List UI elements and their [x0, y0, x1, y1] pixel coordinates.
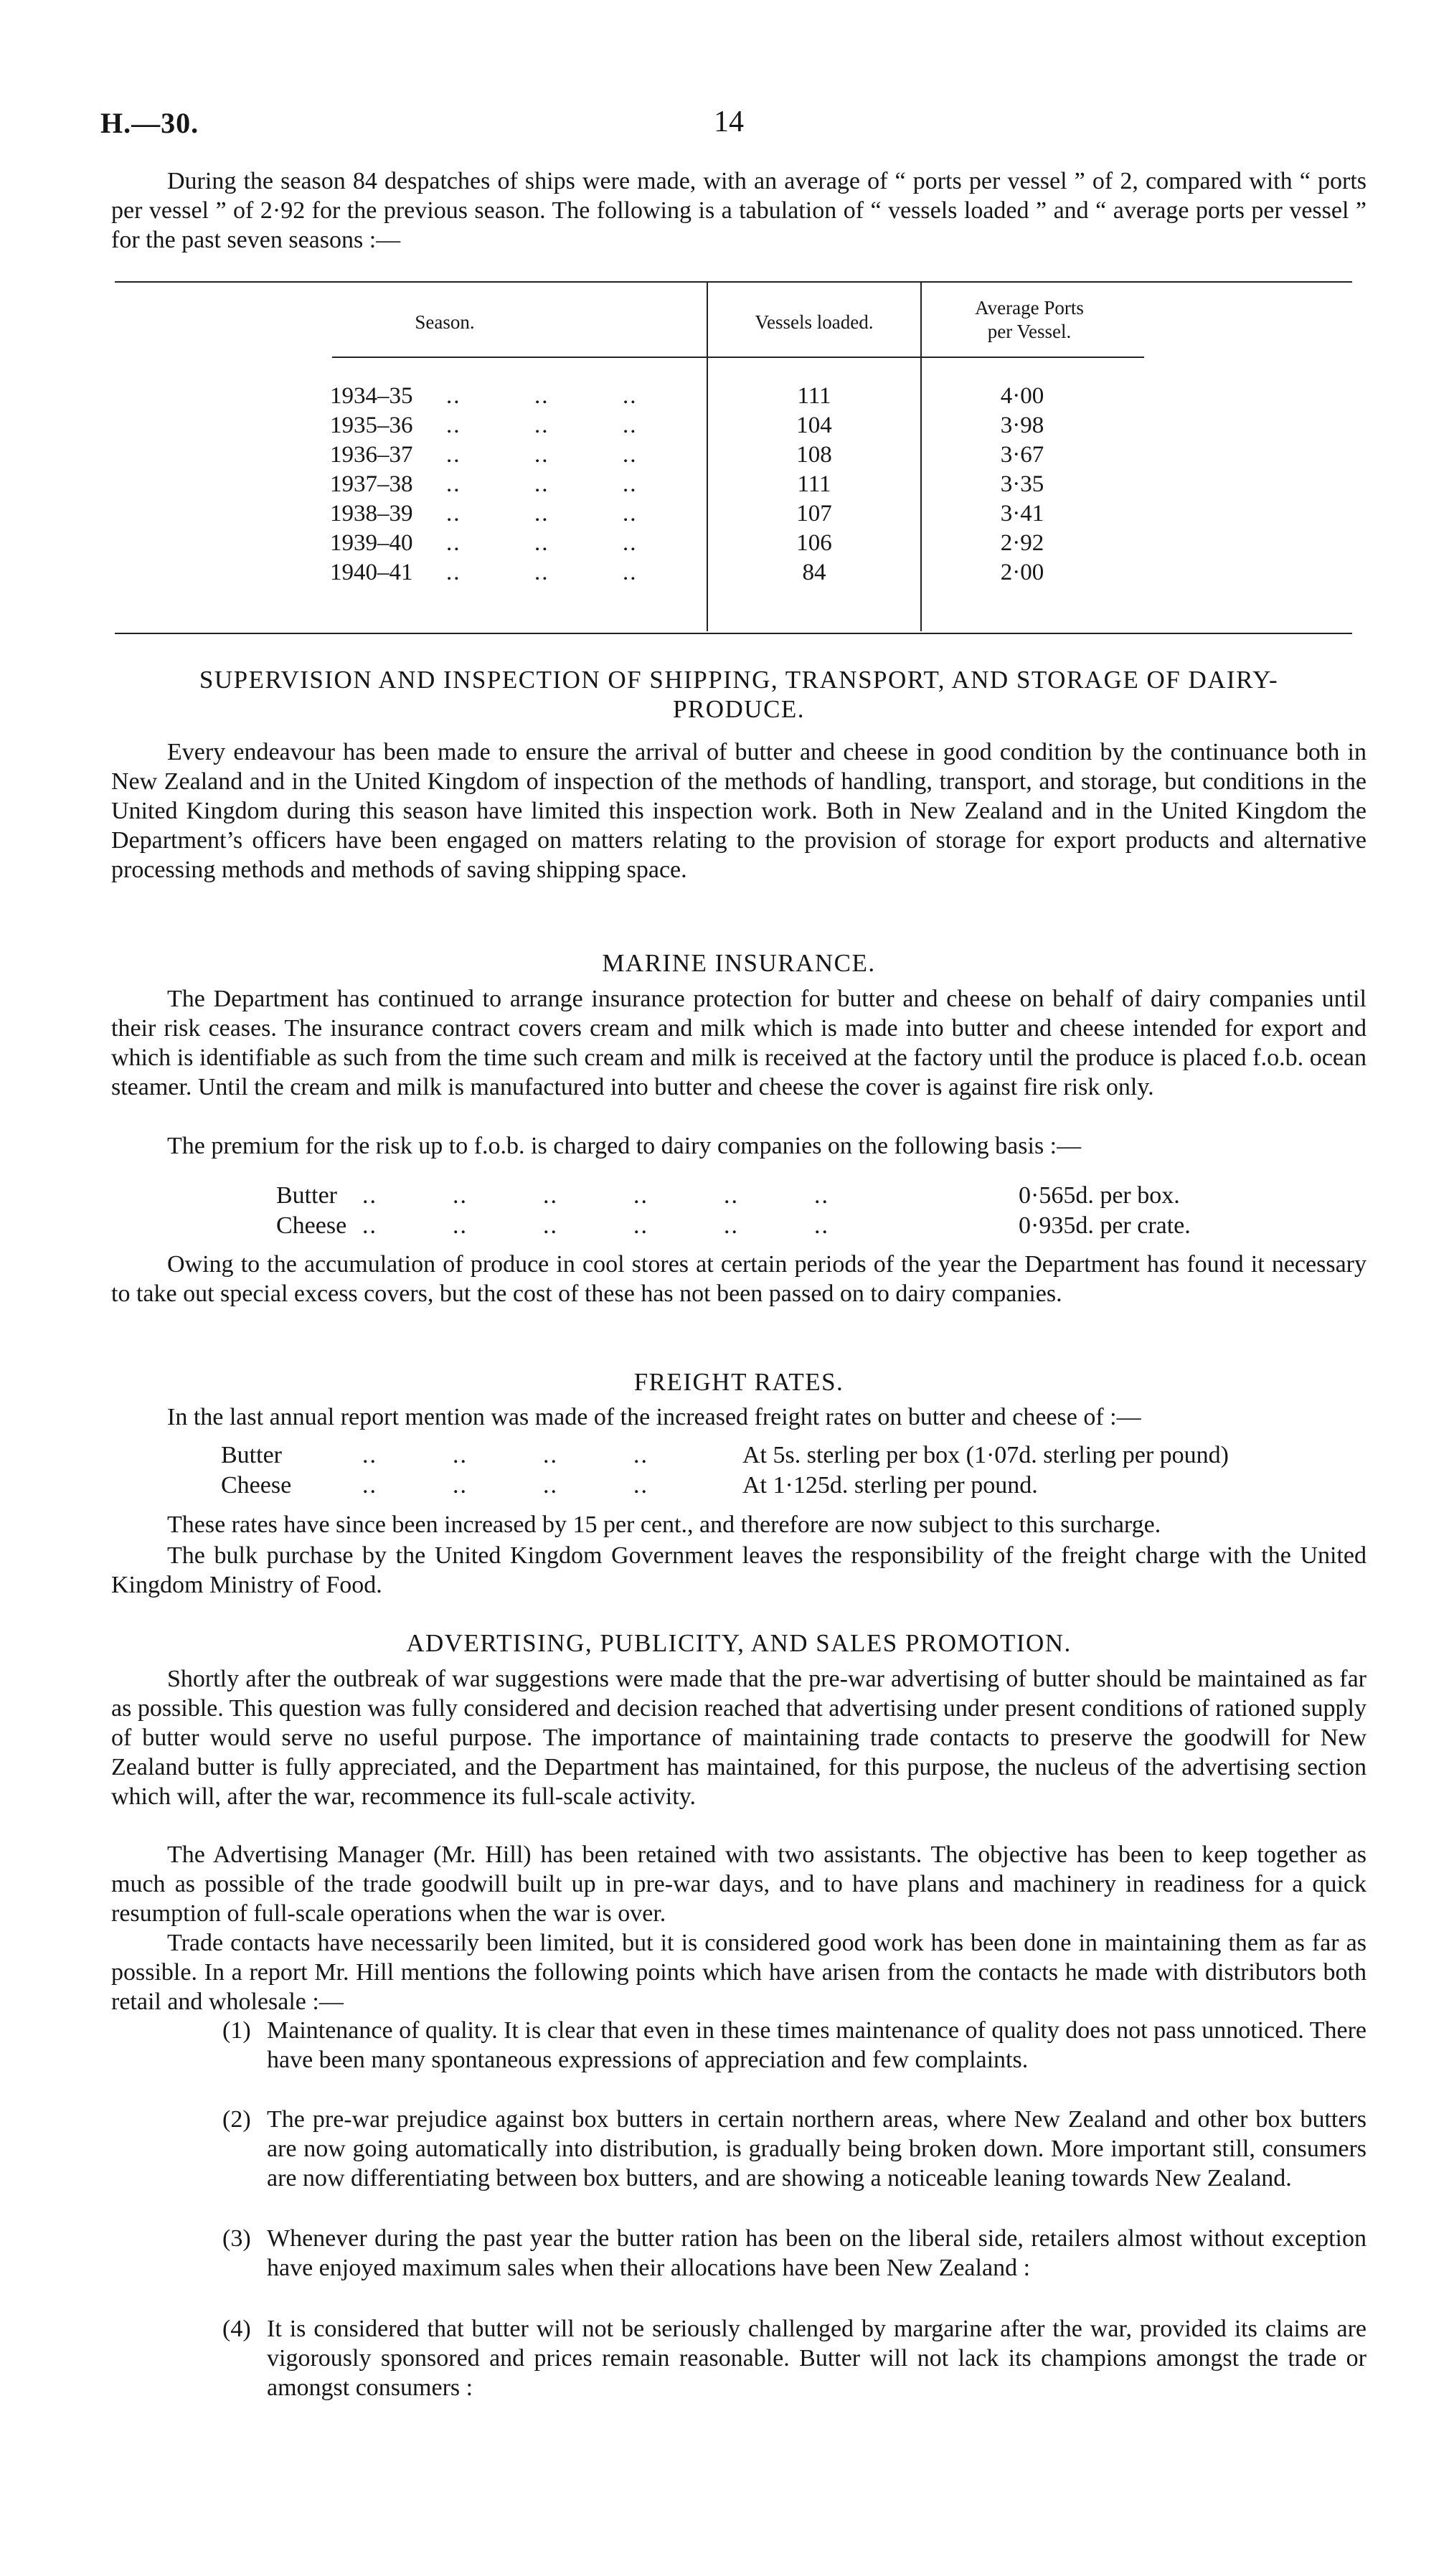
- list-number: (3): [222, 2225, 251, 2252]
- advertising-heading: ADVERTISING, PUBLICITY, AND SALES PROMOTION.: [406, 1629, 1072, 1657]
- leader-dots: .. .. .. ..: [362, 1472, 648, 1499]
- advertising-paragraph-2: The Advertising Manager (Mr. Hill) has been retained with two assistants. The objective has been to keep together as much as possible of the trade goodwill built up in pre-war days, and to have plans and machinery in readiness for a quick resumption of full-scale operations when the war is over.: [111, 1841, 1367, 1927]
- freight-rate: At 1·125d. sterling per pound.: [742, 1472, 1038, 1499]
- season-cell: 1937–38: [330, 471, 413, 497]
- vessels-loaded-cell: 111: [797, 471, 831, 497]
- freight-item: Butter: [221, 1442, 282, 1468]
- table-bottom-rule: [115, 633, 1352, 634]
- season-cell: 1938–39: [330, 501, 413, 527]
- freight-item: Cheese: [221, 1472, 292, 1499]
- supervision-heading-line2: PRODUCE.: [672, 695, 806, 723]
- season-cell: 1935–36: [330, 412, 413, 438]
- average-ports-cell: 3·41: [1000, 501, 1044, 527]
- list-text: Maintenance of quality. It is clear that even in these times maintenance of quality does not pass unnoticed. There have been many spontaneous expressions of appreciation and few complaints.: [267, 2017, 1367, 2073]
- freight-row-cheese: [0, 1471, 1449, 1501]
- leader-dots: .. .. .. .. .. ..: [362, 1212, 829, 1239]
- leader-dots: .. .. .. ..: [362, 1442, 648, 1468]
- list-number: (1): [222, 2017, 251, 2044]
- season-cell: 1934–35: [330, 383, 413, 409]
- header-average-ports-line2: per Vessel.: [987, 321, 1072, 342]
- marine-paragraph-1: The Department has continued to arrange insurance protection for butter and cheese on behalf of dairy companies until their risk ceases. The insurance contract covers cream and milk which is made into butter and cheese intended for export and which is identifiable as such from the time such cream and milk is received at the factory until the produce is placed f.o.b. ocean steamer. Until the cream and milk is manufactured into butter and cheese the cover is against fire risk only.: [111, 986, 1367, 1100]
- average-ports-cell: 2·00: [1000, 560, 1044, 585]
- header-average-ports-line1: Average Ports: [975, 297, 1084, 319]
- table-row: [0, 529, 1449, 558]
- vessels-loaded-cell: 104: [796, 412, 832, 438]
- premium-row-cheese: [0, 1211, 1449, 1241]
- supervision-heading-line1: SUPERVISION AND INSPECTION OF SHIPPING, TRANSPORT, AND STORAGE OF DAIRY-: [199, 666, 1279, 694]
- advertising-paragraph-1: Shortly after the outbreak of war suggestions were made that the pre-war advertising of butter should be maintained as far as possible. This question was fully considered and decision reached that advertising under present conditions of rationed supply of butter would serve no useful purpose. The importance of maintaining trade contacts to preserve the goodwill for New Zealand butter is fully appreciated, and the Department has maintained, for this purpose, the nucleus of the advertising section which will, after the war, recommence its full-scale activity.: [111, 1666, 1367, 1810]
- list-text: It is considered that butter will not be seriously challenged by margarine after the war, provided its claims are vigorously sponsored and prices remain reasonable. Butter will not lack its champions amongst the trade or amongst consumers :: [267, 2316, 1367, 2401]
- average-ports-cell: 2·92: [1000, 530, 1044, 556]
- marine-insurance-heading: MARINE INSURANCE.: [602, 949, 876, 977]
- list-text: Whenever during the past year the butter ration has been on the liberal side, retailers almost without exception have enjoyed maximum sales when their allocations have been New Zealand :: [267, 2225, 1367, 2281]
- leader-dots: .. .. ..: [446, 412, 638, 438]
- premium-row-butter: [0, 1181, 1449, 1211]
- intro-paragraph: During the season 84 despatches of ships were made, with an average of “ ports per vessel ” of 2, compared with “ ports per vessel ” of 2·92 for the previous season. The following is a tabulation of “ vessels loaded ” and “ average ports per vessel ” for the past seven seasons :—: [111, 168, 1367, 253]
- advertising-paragraph-3: Trade contacts have necessarily been limited, but it is considered good work has been done in maintaining them as far as possible. In a report Mr. Hill mentions the following points which have arisen from the contacts he made with distributors both retail and wholesale :—: [111, 1930, 1367, 2015]
- average-ports-cell: 4·00: [1000, 383, 1044, 409]
- season-cell: 1939–40: [330, 530, 413, 556]
- table-top-rule: [115, 281, 1352, 283]
- premium-rate: 0·565d. per box.: [1019, 1182, 1180, 1209]
- season-cell: 1940–41: [330, 560, 413, 585]
- supervision-paragraph: Every endeavour has been made to ensure the arrival of butter and cheese in good condition by the continuance both in New Zealand and in the United Kingdom of inspection of the methods of handling, transport, and storage, but conditions in the United Kingdom during this season have limited this inspection work. Both in New Zealand and in the United Kingdom the Department’s officers have been engaged on matters relating to the provision of storage for export products and alternative processing methods and methods of saving shipping space.: [111, 739, 1367, 883]
- table-row: [0, 470, 1449, 499]
- premium-item: Butter: [276, 1182, 337, 1209]
- average-ports-cell: 3·35: [1000, 471, 1044, 497]
- season-cell: 1936–37: [330, 442, 413, 468]
- table-row: [0, 382, 1449, 411]
- freight-paragraph-2: These rates have since been increased by 15 per cent., and therefore are now subject to this surcharge.: [167, 1511, 1161, 1538]
- freight-rates-heading: FREIGHT RATES.: [633, 1368, 844, 1396]
- vessels-loaded-cell: 84: [802, 560, 826, 585]
- table-header-rule: [332, 357, 1144, 358]
- leader-dots: .. .. ..: [446, 530, 638, 556]
- supervision-heading: [111, 665, 1367, 724]
- leader-dots: .. .. .. .. .. ..: [362, 1182, 829, 1209]
- list-item: [222, 2224, 1367, 2313]
- leader-dots: .. .. ..: [446, 442, 638, 468]
- table-row: [0, 499, 1449, 529]
- table-row: [0, 558, 1449, 588]
- list-number: (2): [222, 2106, 251, 2133]
- marine-paragraph-3: Owing to the accumulation of produce in cool stores at certain periods of the year the Department has found it necessary to take out special excess covers, but the cost of these has not been passed on to dairy companies.: [111, 1251, 1367, 1307]
- leader-dots: .. .. ..: [446, 383, 638, 409]
- average-ports-cell: 3·98: [1000, 412, 1044, 438]
- freight-row-butter: [0, 1440, 1449, 1471]
- list-text: The pre-war prejudice against box butters in certain northern areas, where New Zealand and other box butters are now going automatically into distribution, is gradually being broken down. More important still, consumers are now differentiating between box butters, and are showing a noticeable leaning towards New Zealand.: [267, 2106, 1367, 2192]
- header-vessels-loaded: Vessels loaded.: [755, 311, 874, 333]
- vessels-loaded-cell: 107: [796, 501, 832, 527]
- freight-paragraph-3: The bulk purchase by the United Kingdom Government leaves the responsibility of the freight charge with the United Kingdom Ministry of Food.: [111, 1542, 1367, 1598]
- page-number: 14: [714, 105, 744, 138]
- vessels-loaded-cell: 111: [797, 383, 831, 409]
- document-reference: H.—30.: [100, 107, 199, 139]
- table-row: [0, 440, 1449, 470]
- average-ports-cell: 3·67: [1000, 442, 1044, 468]
- list-item: [222, 2105, 1367, 2223]
- freight-paragraph-1: In the last annual report mention was made of the increased freight rates on butter and cheese of :—: [167, 1404, 1141, 1430]
- header-average-ports: [925, 296, 1133, 344]
- leader-dots: .. .. ..: [446, 501, 638, 527]
- freight-rate: At 5s. sterling per box (1·07d. sterling per pound): [742, 1442, 1229, 1468]
- table-row: [0, 411, 1449, 440]
- vessels-loaded-cell: 108: [796, 442, 832, 468]
- leader-dots: .. .. ..: [446, 471, 638, 497]
- list-number: (4): [222, 2316, 251, 2342]
- premium-rate: 0·935d. per crate.: [1019, 1212, 1191, 1239]
- leader-dots: .. .. ..: [446, 560, 638, 585]
- vessels-loaded-cell: 106: [796, 530, 832, 556]
- header-season: Season.: [415, 311, 475, 333]
- premium-item: Cheese: [276, 1212, 347, 1239]
- list-item: [222, 2314, 1367, 2404]
- list-item: [222, 2016, 1367, 2102]
- marine-paragraph-2: The premium for the risk up to f.o.b. is charged to dairy companies on the following basis :—: [167, 1133, 1082, 1159]
